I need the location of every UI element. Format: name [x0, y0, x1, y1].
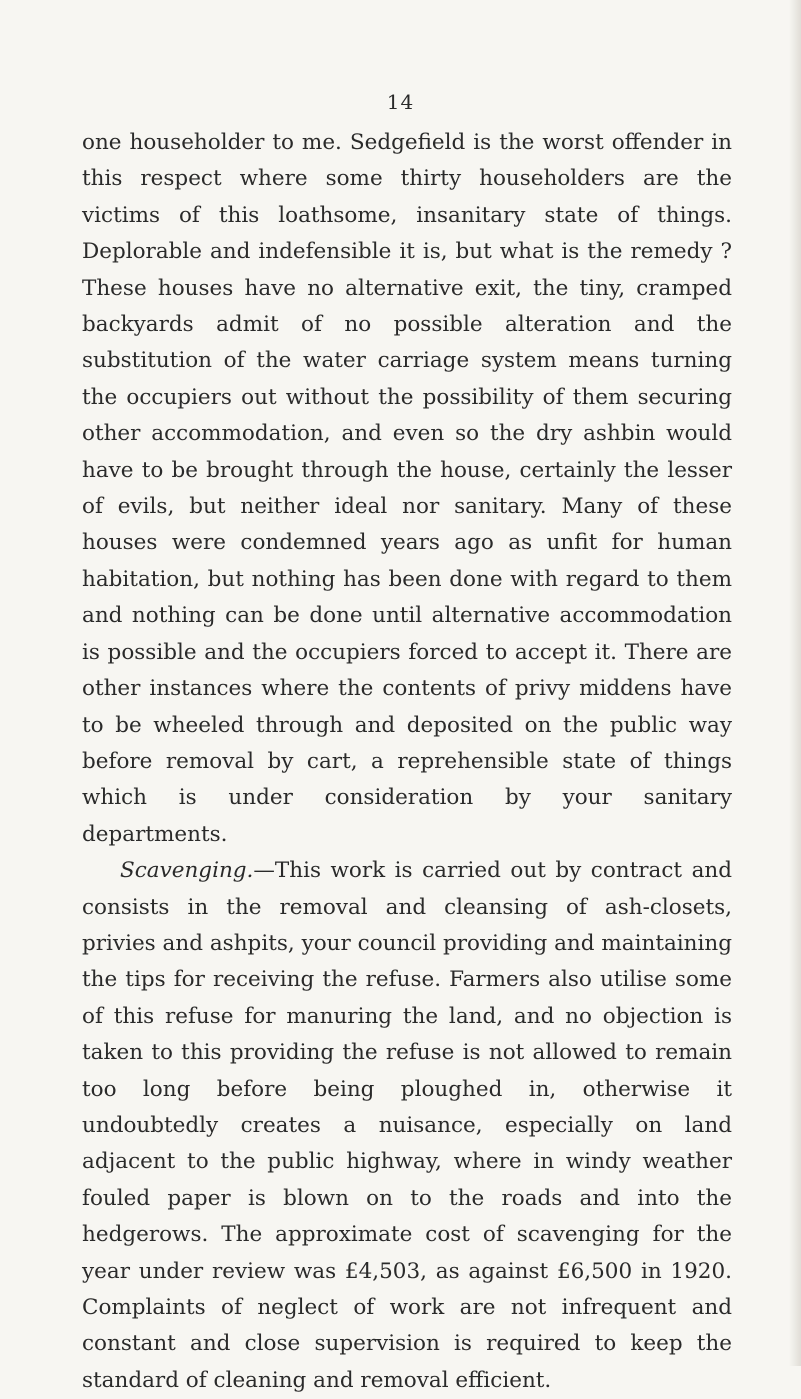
page-number: 14: [386, 90, 415, 114]
paragraph-housing-conditions: one householder to me. Sedgefield is the worst offender in this respect where some thirty householders are the victims of this loathsome, insanitary state of things. Deplorable and indefensible it is, but what is the remedy ? These houses have no alternative exit, the tiny, cramped backyards admit of no possible alteration and the substitution of the water carriage system means turning the occupiers out without the possibility of them securing other accommodation, and even so the dry ashbin would have to be brought through the house, certainly the lesser of evils, but neither ideal nor sanitary. Many of these houses were condemned years ago as unfit for human habitation, but nothing has been done with regard to them and nothing can be done until alternative accommodation is possible and the occupiers forced to accept it. There are other instances where the contents of privy middens have to be wheeled through and deposited on the public way before removal by cart, a reprehensible state of things which is under consideration by your sanitary departments.: [82, 130, 732, 847]
paragraph-scavenging: [82, 853, 732, 1399]
paragraph-scavenging-text: —This work is carried out by contract and consists in the removal and cleansing of ash-closets, privies and ashpits, your council providing and maintaining the tips for receiving the refuse. Farmers also utilise some of this refuse for manuring the land, and no objection is taken to this providing the refuse is not allowed to remain too long before being ploughed in, otherwise it undoubtedly creates a nuisance, especially on land adjacent to the public highway, where in windy weather fouled paper is blown on to the roads and into the hedgerows. The approximate cost of scavenging for the year under review was £4,503, as against £6,500 in 1920. Complaints of neglect of work are not infrequent and constant and close supervision is required to keep the standard of cleaning and removal efficient.: [82, 858, 732, 1393]
page-edge-shadow: [789, 0, 801, 1366]
section-heading-scavenging: Scavenging.: [120, 858, 254, 884]
report-body: [82, 125, 732, 1399]
